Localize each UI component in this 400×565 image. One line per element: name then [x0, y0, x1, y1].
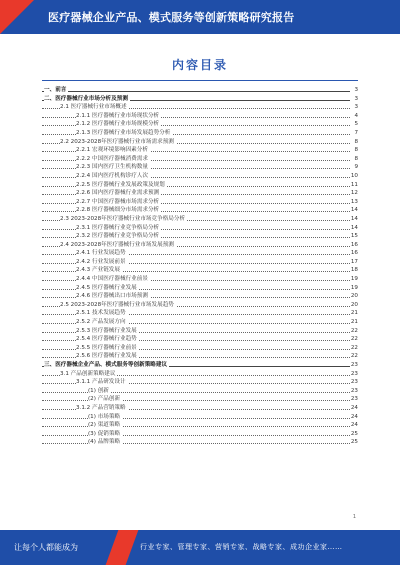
- toc-entry[interactable]: [42, 95, 358, 104]
- toc-entry[interactable]: [42, 378, 358, 387]
- toc-entry[interactable]: [42, 309, 358, 318]
- page-number: 1: [352, 514, 356, 520]
- toc-entry-page: 8: [354, 155, 358, 162]
- toc-entry[interactable]: [42, 266, 358, 275]
- toc-entry-label: 2.5.3 医疗器械行业发展: [76, 327, 137, 334]
- toc-entry[interactable]: [42, 421, 358, 430]
- toc-entry-page: 5: [354, 121, 358, 128]
- toc-entry-label: 2.4.1 行业发展趋势: [76, 250, 126, 257]
- toc-entry-page: 21: [350, 319, 358, 326]
- toc-entry-page: 17: [350, 258, 358, 265]
- toc-leader: [42, 91, 350, 92]
- toc-entry-label: 2.2.2 中国医疗器械消费需求: [76, 155, 148, 162]
- toc-entry-label: 2.1.1 医疗器械行业市场现状分析: [76, 112, 160, 119]
- toc-entry[interactable]: [42, 430, 358, 439]
- toc-entry-label: 2.2.3 国内医疗卫生机构数量: [76, 164, 148, 171]
- toc-entry-page: 22: [350, 327, 358, 334]
- footer-accent-slant: [106, 530, 139, 565]
- toc-entry-label: (3) 促销策略: [88, 430, 121, 437]
- toc-entry-page: 16: [350, 250, 358, 257]
- toc-entry-page: 8: [354, 147, 358, 154]
- header-accent-stripe: [0, 0, 34, 34]
- report-header: [0, 0, 400, 34]
- toc-entry-page: 25: [350, 430, 358, 437]
- toc-entry-label: 2.2.8 医疗器械细分市场需求分析: [76, 207, 160, 214]
- toc-entry-label: 2.1 医疗器械行业市场概述: [60, 104, 127, 111]
- toc-entry[interactable]: [42, 344, 358, 353]
- toc-entry-label: 2.2.4 国内医疗机构诊疗人次: [76, 172, 148, 179]
- toc-entry-page: 24: [350, 422, 358, 429]
- toc-entry[interactable]: [42, 387, 358, 396]
- toc-entry-page: 18: [350, 267, 358, 274]
- toc-entry[interactable]: [42, 275, 358, 284]
- toc-entry-page: 4: [354, 112, 358, 119]
- toc-entry-page: 24: [350, 413, 358, 420]
- toc-entry[interactable]: [42, 241, 358, 250]
- report-footer: [0, 530, 400, 565]
- toc-entry[interactable]: [42, 146, 358, 155]
- toc-entry-label: 2.4 2023-2028年医疗器械行业市场发展预测: [60, 241, 174, 248]
- toc-entry[interactable]: [42, 86, 358, 95]
- toc-entry-page: 23: [350, 396, 358, 403]
- toc-entry[interactable]: [42, 352, 358, 361]
- toc-entry-label: 2.1.2 医疗器械行业市场规模分析: [76, 121, 160, 128]
- toc-entry-label: 2.5 2023-2028年医疗器械行业市场发展趋势: [60, 301, 174, 308]
- toc-entry-label: 2.5.6 医疗器械行业发展: [76, 353, 137, 360]
- toc-entry-page: 11: [350, 181, 358, 188]
- toc-entry-page: 21: [350, 310, 358, 317]
- toc-entry[interactable]: [42, 172, 358, 181]
- toc-entry[interactable]: [42, 301, 358, 310]
- toc-entry-page: 15: [350, 233, 358, 240]
- toc-entry-page: 23: [350, 387, 358, 394]
- toc-entry-page: 9: [354, 164, 358, 171]
- toc-entry[interactable]: [42, 370, 358, 379]
- toc-entry-label: (1) 市场策略: [88, 413, 121, 420]
- toc-entry-page: 3: [354, 87, 358, 93]
- toc-entry-label: 2.2.1 宏观环境影响因素分析: [76, 147, 148, 154]
- toc-entry-label: 2.5.4 医疗器械行业趋势: [76, 336, 137, 343]
- table-of-contents: [42, 86, 358, 447]
- toc-entry[interactable]: [42, 232, 358, 241]
- toc-entry[interactable]: [42, 138, 358, 147]
- toc-entry[interactable]: [42, 215, 358, 224]
- toc-entry-label: 3.1 产品创新策略建议: [60, 370, 116, 377]
- toc-entry-page: 20: [350, 301, 358, 308]
- toc-entry-page: 14: [350, 224, 358, 231]
- toc-entry[interactable]: [42, 327, 358, 336]
- toc-entry-label: (1) 创新: [88, 387, 109, 394]
- toc-entry[interactable]: [42, 198, 358, 207]
- toc-entry[interactable]: [42, 292, 358, 301]
- toc-entry-label: 2.2.6 国内医疗器械行业需求预测: [76, 190, 160, 197]
- toc-entry-page: 3: [354, 104, 358, 111]
- toc-entry-page: 22: [350, 336, 358, 343]
- toc-entry[interactable]: [42, 189, 358, 198]
- toc-entry-label: 2.5.2 产品发展方向: [76, 319, 126, 326]
- toc-entry[interactable]: [42, 129, 358, 138]
- toc-entry[interactable]: [42, 155, 358, 164]
- toc-entry-label: 3.1.2 产品营销策略: [76, 404, 126, 411]
- toc-entry-label: 2.4.2 行业发展前景: [76, 258, 126, 265]
- toc-entry-page: 19: [350, 276, 358, 283]
- toc-entry-page: 25: [350, 439, 358, 446]
- toc-entry[interactable]: [42, 361, 358, 370]
- report-title: 医疗器械企业产品、模式服务等创新策略研究报告: [48, 11, 295, 24]
- toc-entry-page: 24: [350, 404, 358, 411]
- toc-entry[interactable]: [42, 438, 358, 447]
- toc-entry-label: 2.3.1 医疗器械行业竞争格局分析: [76, 224, 160, 231]
- toc-entry-page: 14: [350, 207, 358, 214]
- toc-entry-page: 22: [350, 353, 358, 360]
- toc-entry-page: 12: [350, 190, 358, 197]
- toc-entry-label: 2.4.3 产业链发展: [76, 267, 120, 274]
- toc-entry[interactable]: [42, 120, 358, 129]
- toc-entry[interactable]: [42, 112, 358, 121]
- toc-entry[interactable]: [42, 404, 358, 413]
- toc-entry-page: 22: [350, 344, 358, 351]
- toc-entry-page: 19: [350, 284, 358, 291]
- footer-slogan-right: 行业专家、管理专家、营销专家、战略专家、成功企业家……: [140, 543, 343, 551]
- toc-entry-page: 3: [354, 95, 358, 102]
- toc-entry-label: 2.2 2023-2028年医疗器械行业市场需求预测: [60, 138, 174, 145]
- toc-entry[interactable]: [42, 103, 358, 112]
- toc-entry[interactable]: [42, 181, 358, 190]
- toc-entry[interactable]: [42, 224, 358, 233]
- toc-entry-page: 8: [354, 138, 358, 145]
- toc-entry-label: 2.4.5 医疗器械行业发展: [76, 284, 137, 291]
- toc-entry[interactable]: [42, 395, 358, 404]
- toc-entry[interactable]: [42, 335, 358, 344]
- toc-entry-label: 3.1.1 产品研发设计: [76, 379, 126, 386]
- toc-title: 内容目录: [171, 58, 228, 72]
- toc-entry-page: 23: [350, 362, 358, 368]
- toc-entry-page: 20: [350, 293, 358, 300]
- toc-entry-label: 三、医疗器械企业产品、模式服务等创新策略建议: [44, 362, 168, 368]
- toc-entry-label: (2) 产品创新: [88, 396, 121, 403]
- toc-entry-page: 7: [354, 129, 358, 136]
- toc-entry-page: 16: [350, 241, 358, 248]
- toc-entry-page: 23: [350, 379, 358, 386]
- toc-entry-page: 10: [350, 172, 358, 179]
- footer-slogan-left: 让每个人都能成为: [14, 543, 78, 552]
- toc-entry-page: 13: [350, 198, 358, 205]
- toc-entry-label: 2.1.3 医疗器械行业市场发展趋势分析: [76, 129, 171, 136]
- toc-entry-label: 二、医疗器械行业市场分析及预测: [44, 95, 128, 102]
- toc-entry-label: 2.4.4 中国医疗器械行业前景: [76, 276, 148, 283]
- toc-entry[interactable]: [42, 258, 358, 267]
- toc-entry-label: 2.5.1 技术发展趋势: [76, 310, 126, 317]
- toc-entry[interactable]: [42, 318, 358, 327]
- toc-entry[interactable]: [42, 249, 358, 258]
- toc-entry-page: 14: [350, 215, 358, 222]
- toc-entry-label: 2.3.2 医疗器械行业竞争格局分析: [76, 233, 160, 240]
- toc-entry[interactable]: [42, 284, 358, 293]
- toc-entry[interactable]: [42, 163, 358, 172]
- toc-divider: [42, 80, 358, 81]
- toc-entry-label: 2.2.5 医疗器械行业发展政策及规划: [76, 181, 165, 188]
- toc-entry-label: 2.5.5 医疗器械行业前景: [76, 344, 137, 351]
- toc-entry-label: 一、前言: [44, 87, 67, 93]
- toc-entry-label: 2.2.7 中国医疗器械市场需求分析: [76, 198, 160, 205]
- toc-entry-label: (2) 渠道策略: [88, 422, 121, 429]
- toc-entry[interactable]: [42, 413, 358, 422]
- toc-entry-label: 2.3 2023-2028年医疗器械行业市场竞争格局分析: [60, 215, 186, 222]
- toc-entry[interactable]: [42, 206, 358, 215]
- toc-entry-page: 23: [350, 370, 358, 377]
- toc-entry-label: 2.4.6 医疗器械出口市场预测: [76, 293, 148, 300]
- toc-entry-label: (4) 品牌策略: [88, 439, 121, 446]
